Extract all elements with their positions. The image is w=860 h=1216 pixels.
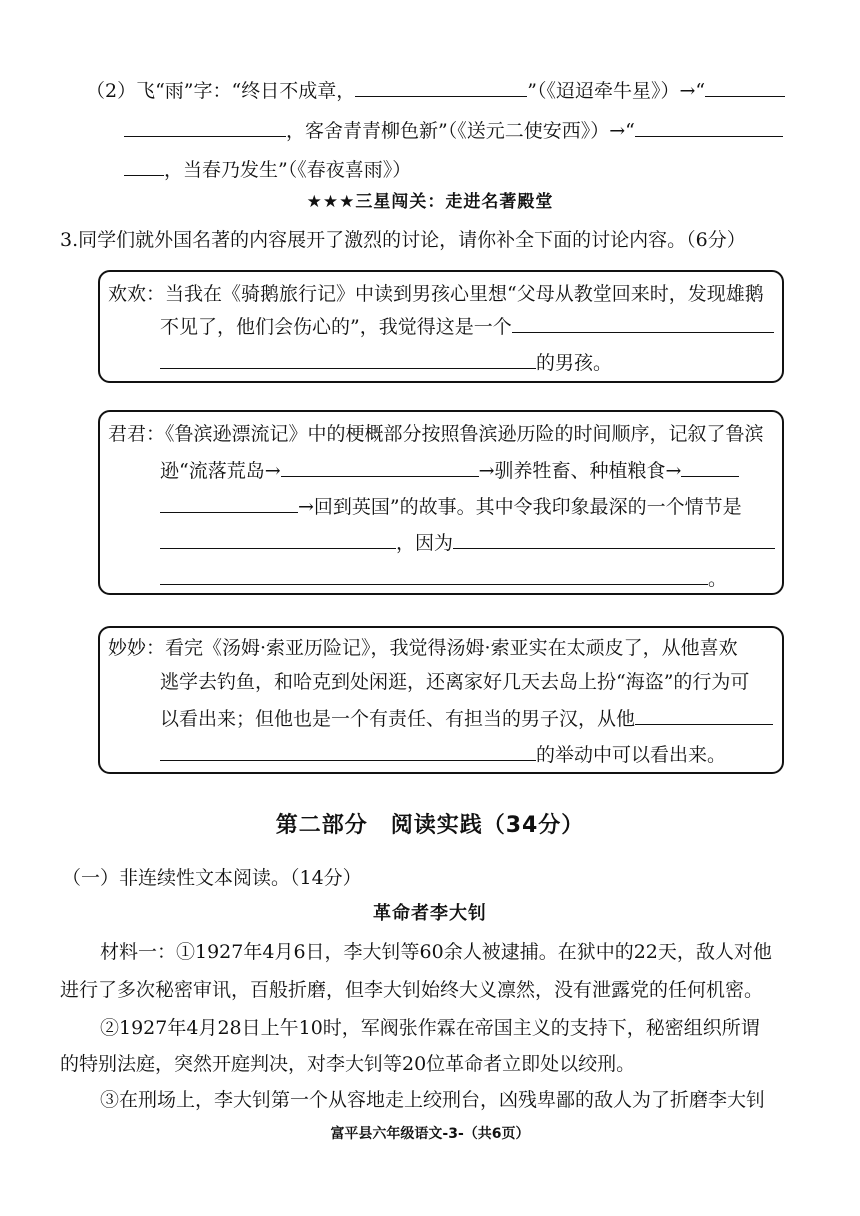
huanhuan-line-1: 欢欢：当我在《骑鹅旅行记》中读到男孩心里想“父母从教堂回来时，发现雄鹅 (108, 283, 764, 305)
huanhuan-line-2 (160, 314, 774, 339)
junjun-line-5 (160, 566, 727, 591)
q2-line-1a: （2）飞“雨”字：“终日不成章， (86, 80, 356, 102)
answer-blank[interactable] (681, 458, 739, 477)
answer-blank[interactable] (160, 742, 536, 761)
miaomiao-line-3-text: 以看出来；但他也是一个有责任、有担当的男子汉，从他 (160, 708, 636, 730)
answer-blank[interactable] (635, 706, 773, 725)
answer-blank[interactable] (453, 530, 775, 549)
junjun-line-4-text: ，因为 (396, 532, 454, 554)
part-2-title: 第二部分 阅读实践（34分） (275, 813, 585, 838)
material-1-p2-line-2: 的特别法庭，突然开庭判决，对李大钊等20位革命者立即处以绞刑。 (60, 1053, 636, 1075)
q3-question (60, 228, 746, 252)
q2-line-1b: ”（《迢迢牵牛星》）→“ (527, 80, 706, 102)
answer-blank[interactable] (635, 118, 783, 137)
material-1-p2-line-1: ②1927年4月28日上午10时，军阀张作霖在帝国主义的支持下，秘密组织所谓 (100, 1017, 760, 1039)
junjun-line-5-text: 。 (708, 568, 728, 590)
answer-blank[interactable] (705, 78, 785, 97)
junjun-line-1: 君君：《鲁滨逊漂流记》中的梗概部分按照鲁滨逊历险的时间顺序，记叙了鲁滨 (108, 423, 764, 445)
miaomiao-line-1: 妙妙：看完《汤姆·索亚历险记》，我觉得汤姆·索亚实在太顽皮了，从他喜欢 (108, 637, 738, 659)
q3-text: 同学们就外国名著的内容展开了激烈的讨论，请你补全下面的讨论内容。（6分） (78, 229, 746, 251)
huanhuan-line-2-text: 不见了，他们会伤心的”，我觉得这是一个 (160, 316, 512, 338)
answer-blank[interactable] (160, 494, 298, 513)
answer-blank[interactable] (355, 78, 527, 97)
material-1-p1-line-2: 进行了多次秘密审讯，百般折磨，但李大钊始终大义凛然，没有泄露党的任何机密。 (60, 979, 764, 1001)
material-1-p3-line-1: ③在刑场上，李大钊第一个从容地走上绞刑台，凶残卑鄙的敌人为了折磨李大钊 (100, 1089, 766, 1111)
miaomiao-line-2: 逃学去钓鱼，和哈克到处闲逛，还离家好几天去岛上扮“海盗”的行为可 (160, 671, 750, 693)
answer-blank[interactable] (512, 314, 774, 333)
answer-blank[interactable] (124, 157, 164, 176)
q2-line-3-text: ，当春乃发生”（《春夜喜雨》） (164, 159, 412, 181)
junjun-line-2b: →驯养牲畜、种植粮食→ (478, 460, 682, 482)
miaomiao-line-4 (160, 742, 726, 767)
huanhuan-line-3 (160, 350, 612, 375)
answer-blank[interactable] (160, 530, 396, 549)
q2-line-2 (124, 118, 783, 143)
page-footer: 富平县六年级语文-3-（共6页） (330, 1126, 530, 1142)
junjun-line-3-text: →回到英国”的故事。其中令我印象最深的一个情节是 (298, 496, 742, 518)
miaomiao-line-3 (160, 706, 773, 731)
junjun-line-4 (160, 530, 775, 555)
q3-number: 3. (60, 229, 79, 251)
answer-blank[interactable] (160, 566, 708, 585)
answer-blank[interactable] (124, 118, 286, 137)
junjun-line-2 (160, 458, 739, 483)
q2-line-3 (124, 157, 411, 182)
junjun-line-2a: 逊“流落荒岛→ (160, 460, 281, 482)
answer-blank[interactable] (160, 350, 536, 369)
reading-1-title: （一）非连续性文本阅读。（14分） (62, 867, 362, 889)
section-3-title: ★★★三星闯关：走进名著殿堂 (306, 192, 554, 212)
article-title: 革命者李大钊 (373, 903, 487, 924)
junjun-line-3 (160, 494, 742, 519)
q2-line-1 (86, 78, 785, 103)
huanhuan-line-3-text: 的男孩。 (536, 352, 613, 374)
q2-line-2-text: ，客舍青青柳色新”（《送元二使安西》）→“ (286, 120, 635, 142)
material-1-p1-line-1: 材料一：①1927年4月6日，李大钊等60余人被逮捕。在狱中的22天，敌人对他 (100, 941, 772, 963)
miaomiao-line-4-text: 的举动中可以看出来。 (536, 744, 727, 766)
answer-blank[interactable] (281, 458, 479, 477)
